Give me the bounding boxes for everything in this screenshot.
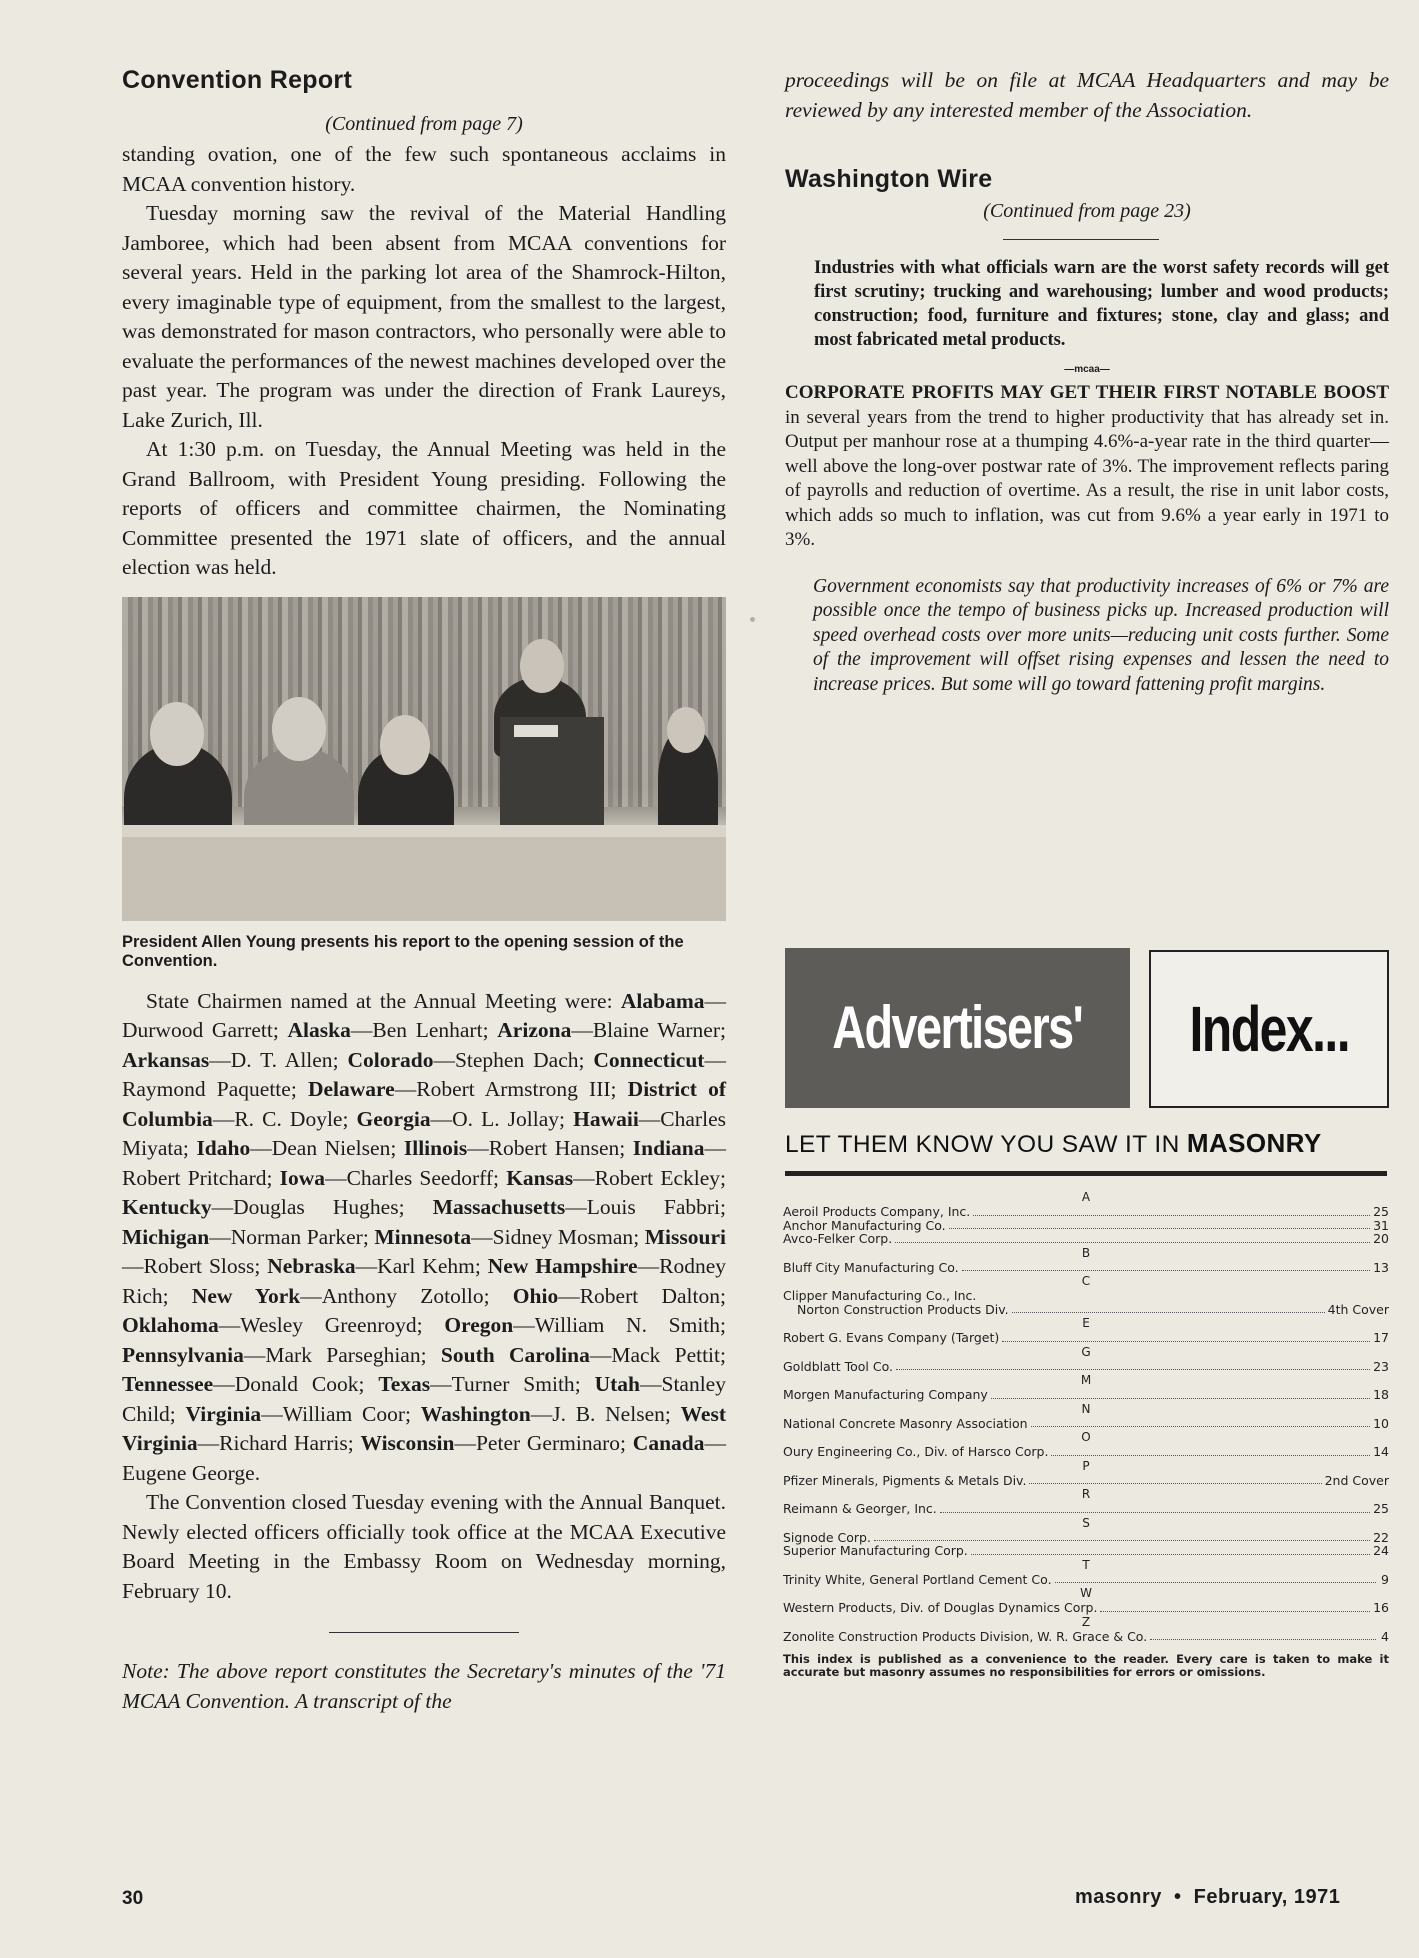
- chairman-state: Hawaii: [573, 1106, 639, 1131]
- index-entry: [783, 1303, 1389, 1317]
- index-entry: [783, 1601, 1389, 1615]
- advertiser-page: 24: [1373, 1543, 1389, 1558]
- paragraph-jamboree: Tuesday morning saw the revival of the Material Handling Jamboree, which had been absent from MCAA conventions for several years. Held in the parking lot area of the Shamrock-Hilton, every imaginable type of equipment, from the smallest to the largest, was demonstrated for mason contractors, who personally were able to evaluate the performances of the newest machines developed over the past year. The program was under the direction of Frank Laureys, Lake Zurich, Ill.: [122, 201, 726, 432]
- advertiser-page: 25: [1373, 1501, 1389, 1516]
- chairman-state: Kansas: [506, 1165, 574, 1190]
- index-entry: [783, 1445, 1389, 1459]
- chairman-name: Peter Germinaro: [475, 1431, 621, 1455]
- advertiser-page: 14: [1373, 1444, 1389, 1459]
- state-chairmen-list: Alabama—Durwood Garrett; Alaska—Ben Lenhart; Arizona—Blaine Warner; Arkansas—D. T. Allen; Colorado—Stephen Dach; Connecticut—Raymond Paquette; Delaware—Robert Armstrong III; District of Columbia—R. C. Doyle; Georgia—O. L. Jollay; Hawaii—Charles Miyata; Idaho—Dean Nielsen; Illinois—Robert Hansen; Indiana—Robert Pritchard; Iowa—Charles Seedorff; Kansas—Robert Eckley; Kentucky—Douglas Hughes; Massachusetts—Louis Fabbri; Michigan—Norman Parker; Minnesota—Sidney Mosman; Missouri—Robert Sloss; Nebraska—Karl Kehm; New Hampshire—Rodney Rich; New York—Anthony Zotollo; Ohio—Robert Dalton; Oklahoma—Wesley Greenroyd; Oregon—William N. Smith; Pennsylvania—Mark Parseghian; South Carolina—Mack Pettit; Tennessee—Donald Cook; Texas—Turner Smith; Utah—Stanley Child; Virginia—William Coor; Washington—J. B. Nelsen; West Virginia—Richard Harris; Wisconsin—Peter Germinaro; Canada—Eugene George.: [122, 988, 727, 1485]
- index-entry: [783, 1544, 1389, 1558]
- chairman-name: Louis Fabbri: [586, 1195, 721, 1219]
- leader-dots: [1055, 1582, 1376, 1583]
- chairman-name: R. C. Doyle: [234, 1106, 343, 1131]
- secretary-note: Note: The above report constitutes the Secretary's minutes of the '71 MCAA Convention. A transcript of the: [122, 1659, 726, 1713]
- chairman-state: Massachusetts: [432, 1195, 566, 1219]
- leader-dots: [971, 1554, 1370, 1555]
- leader-dots: [896, 1369, 1370, 1370]
- advertiser-tagline: LET THEM KNOW YOU SAW IT IN MASONRY: [785, 1128, 1322, 1158]
- advertiser-page: 16: [1373, 1600, 1389, 1615]
- chairman-state: Minnesota: [374, 1224, 472, 1249]
- advertisers-index-list: [783, 1190, 1389, 1678]
- corporate-profits-item: [785, 381, 1389, 553]
- chairman-state: Virginia: [185, 1401, 262, 1426]
- index-entry: [783, 1219, 1389, 1233]
- chairman-state: Colorado: [347, 1047, 434, 1072]
- leader-dots: [1150, 1639, 1376, 1640]
- corporate-profits-body: in several years from the trend to higher productivity that has already set in. Output per manhour rose at a thumping 4.6%-a-year rate in the third quarter—well above the long-over postwar rate of 3%. The improvement reflects paring of payrolls and reduction of overtime. As a result, the rise in unit labor costs, which adds so much to inflation, was cut from 9.6% a year early in 1971 to 3%.: [785, 406, 1389, 550]
- index-disclaimer: This index is published as a convenience to the reader. Every care is taken to make it accurate but masonry assumes no responsibilities for errors or omissions.: [783, 1652, 1389, 1679]
- advertiser-name: Oury Engineering Co., Div. of Harsco Corp.: [783, 1444, 1049, 1459]
- advertiser-page: 4th Cover: [1327, 1301, 1389, 1317]
- index-letter: G: [1081, 1344, 1091, 1359]
- chairman-state: Illinois: [403, 1136, 468, 1160]
- corporate-profits-lead: CORPORATE PROFITS MAY GET THEIR FIRST NOTABLE BOOST: [785, 382, 1389, 403]
- index-label: Index...: [1149, 950, 1389, 1108]
- chairman-state: Tennessee: [122, 1372, 214, 1396]
- chairman-name: Charles Seedorff: [346, 1165, 494, 1190]
- index-letter: S: [1082, 1515, 1090, 1530]
- chairman-state: Arkansas: [122, 1047, 210, 1072]
- chairman-name: Robert Sloss: [143, 1254, 255, 1278]
- chairman-state: Missouri: [644, 1224, 726, 1249]
- continued-from-page-23: (Continued from page 23): [983, 200, 1191, 222]
- chairman-state: New York: [191, 1283, 301, 1308]
- person-left-head: [150, 702, 204, 766]
- chairman-state: South Carolina: [440, 1342, 590, 1367]
- index-entry: [783, 1474, 1389, 1488]
- index-letter: A: [1081, 1190, 1091, 1204]
- leader-dots: [973, 1215, 1370, 1216]
- chairman-name: Richard Harris: [219, 1431, 348, 1455]
- chairman-state: West Virginia: [122, 1401, 726, 1455]
- advertiser-name: Avco-Felker Corp.: [783, 1231, 893, 1246]
- advertiser-name: Robert G. Evans Company (Target): [783, 1330, 1000, 1345]
- chairman-name: Robert Armstrong III: [416, 1077, 611, 1101]
- advertiser-page: 18: [1373, 1387, 1389, 1402]
- index-letter: Z: [1081, 1614, 1091, 1629]
- leader-dots: [874, 1540, 1370, 1541]
- mcaa-divider: —mcaa—: [1064, 364, 1110, 375]
- chairman-name: William N. Smith: [534, 1313, 721, 1337]
- convention-photo: [122, 597, 726, 921]
- index-letter: B: [1081, 1245, 1091, 1260]
- advertiser-page: 22: [1373, 1529, 1389, 1545]
- chairman-name: Dean Nielsen: [271, 1136, 391, 1160]
- leader-dots: [1031, 1426, 1371, 1427]
- index-letter: W: [1080, 1586, 1092, 1600]
- advertiser-page: 13: [1373, 1259, 1389, 1275]
- person-second-head: [272, 697, 326, 761]
- chairman-name: Anthony Zotollo: [321, 1283, 484, 1308]
- right-column: [785, 66, 1389, 697]
- index-letter: N: [1081, 1401, 1091, 1416]
- leader-dots: [1029, 1483, 1321, 1484]
- left-column: [122, 66, 726, 1716]
- leader-dots: [991, 1398, 1370, 1399]
- chairman-state: Michigan: [122, 1224, 210, 1249]
- leader-dots: [940, 1512, 1370, 1513]
- advertiser-page: 10: [1373, 1415, 1389, 1431]
- chairman-state: Alabama: [620, 988, 705, 1013]
- chairman-state: Oklahoma: [122, 1313, 219, 1337]
- chairman-state: Indiana: [632, 1136, 705, 1160]
- chairman-state: Nebraska: [267, 1254, 356, 1278]
- index-letter: C: [1081, 1274, 1091, 1288]
- person-third-head: [380, 715, 430, 775]
- chairman-state: Connecticut: [593, 1047, 705, 1072]
- advertiser-page: 17: [1373, 1330, 1389, 1345]
- leader-dots: [895, 1242, 1370, 1243]
- chairman-name: O. L. Jollay: [452, 1106, 560, 1131]
- chairman-state: Alaska: [287, 1018, 351, 1042]
- advertiser-name: Goldblatt Tool Co.: [783, 1358, 893, 1374]
- leader-dots: [1100, 1611, 1370, 1612]
- advertiser-name: Morgen Manufacturing Company: [783, 1387, 988, 1402]
- chairman-name: J. B. Nelsen: [552, 1401, 665, 1426]
- advertiser-name: Norton Construction Products Div.: [797, 1301, 1009, 1317]
- chairman-state: Iowa: [279, 1165, 326, 1190]
- index-entry: [783, 1205, 1389, 1219]
- index-entry: [783, 1531, 1389, 1545]
- chairman-state: New Hampshire: [487, 1254, 638, 1278]
- index-entry: [783, 1232, 1389, 1246]
- chairman-name: Donald Cook: [234, 1372, 359, 1396]
- index-letter: M: [1080, 1373, 1092, 1387]
- advertiser-name: Trinity White, General Portland Cement Co.: [783, 1571, 1052, 1587]
- advertiser-name: Aeroil Products Company, Inc.: [783, 1204, 971, 1219]
- state-chairmen-intro: State Chairmen named at the Annual Meeting were:: [146, 988, 613, 1013]
- chairman-name: Stephen Dach: [454, 1047, 579, 1072]
- chairman-state: Oregon: [444, 1313, 514, 1337]
- leader-dots: [962, 1270, 1370, 1271]
- index-entry: [783, 1630, 1389, 1644]
- chairman-name: Douglas Hughes: [233, 1195, 399, 1219]
- chairman-state: Georgia: [356, 1106, 431, 1131]
- index-entry: [783, 1502, 1389, 1516]
- page-number: 30: [122, 1888, 144, 1909]
- index-letter: O: [1081, 1430, 1091, 1444]
- advertiser-page: 4: [1381, 1628, 1389, 1644]
- convention-report-heading: Convention Report: [122, 66, 353, 94]
- chairman-name: Robert Hansen: [488, 1136, 620, 1160]
- chairman-name: Stanley Child: [122, 1372, 726, 1426]
- tagline-rule: [785, 1171, 1387, 1176]
- margin-dot: [750, 617, 755, 622]
- paragraph-closing: The Convention closed Tuesday evening with the Annual Banquet. Newly elected officers officially took office at the MCAA Executive Board Meeting in the Embassy Room on Wednesday morning, February 10.: [122, 1490, 726, 1603]
- advertiser-page: 20: [1373, 1231, 1389, 1246]
- chairman-state: Texas: [378, 1372, 431, 1396]
- index-entry: [783, 1360, 1389, 1374]
- advertiser-name: Western Products, Div. of Douglas Dynamics Corp.: [783, 1600, 1098, 1615]
- chairman-name: Sidney Mosman: [492, 1224, 634, 1249]
- advertiser-name: Superior Manufacturing Corp.: [783, 1543, 968, 1558]
- index-letter: E: [1082, 1316, 1090, 1330]
- advertiser-name: Clipper Manufacturing Co., Inc.: [783, 1288, 977, 1303]
- paragraph-annual-meeting: At 1:30 p.m. on Tuesday, the Annual Meeting was held in the Grand Ballroom, with President Young presiding. Following the reports of officers and committee chairmen, the Nominating Committee presented the 1971 slate of officers, and the annual election was held.: [122, 437, 726, 579]
- chairman-name: Norman Parker: [230, 1224, 363, 1249]
- chairman-name: Mark Parseghian: [265, 1342, 421, 1367]
- chairman-name: Raymond Paquette: [122, 1077, 291, 1101]
- chairman-state: Idaho: [196, 1136, 251, 1160]
- index-entry: [783, 1289, 1389, 1303]
- chairman-name: Robert Pritchard: [122, 1165, 267, 1190]
- advertisers-index-banner: [785, 948, 1389, 1110]
- chairman-state: Arizona: [497, 1018, 572, 1042]
- index-letter: R: [1081, 1487, 1091, 1501]
- advertiser-name: Signode Corp.: [783, 1529, 871, 1545]
- advertiser-page: 9: [1381, 1571, 1389, 1587]
- chairman-name: Robert Dalton: [579, 1283, 720, 1308]
- index-entry: [783, 1331, 1389, 1345]
- leader-dots: [949, 1228, 1370, 1229]
- table-cloth: [122, 837, 726, 921]
- chairman-state: District of Columbia: [122, 1077, 726, 1131]
- chairman-name: Robert Eckley: [594, 1165, 721, 1190]
- chairman-name: Eugene George: [122, 1460, 255, 1485]
- chairman-name: Ben Lenhart: [372, 1018, 483, 1042]
- issue-footer: masonry • February, 1971: [1075, 1886, 1341, 1908]
- safety-scrutiny-item: Industries with what officials warn are the worst safety records will get first scrutiny; trucking and warehousing; lumber and wood products; construction; food, furniture and fixtures; stone, clay and glass; and most fabricated metal products.: [814, 258, 1389, 350]
- photo-caption: President Allen Young presents his report to the opening session of the Convention.: [122, 932, 684, 970]
- leader-dots: [1002, 1341, 1370, 1342]
- chairman-name: D. T. Allen: [230, 1047, 333, 1072]
- index-entry: [783, 1388, 1389, 1402]
- washington-wire-heading: Washington Wire: [785, 165, 993, 193]
- chairman-name: Charles Miyata: [122, 1106, 726, 1160]
- chairman-state: Pennsylvania: [122, 1342, 244, 1367]
- index-entry: [783, 1573, 1389, 1587]
- note-continuation: proceedings will be on file at MCAA Headquarters and may be reviewed by any interested member of the Association.: [785, 68, 1389, 122]
- chairman-state: Utah: [594, 1372, 640, 1396]
- economists-item: Government economists say that productivity increases of 6% or 7% are possible once the tempo of business picks up. Increased production will speed overhead costs over more units—reducing unit costs further. Some of the improvement will offset rising expenses and lessen the need to increase prices. But some will go toward fattening profit margins.: [813, 575, 1389, 695]
- index-entry: [783, 1417, 1389, 1431]
- index-letter: T: [1082, 1557, 1090, 1572]
- separator-rule: [329, 1632, 519, 1633]
- wire-rule: [1003, 239, 1159, 240]
- chairman-state: Kentucky: [122, 1195, 212, 1219]
- chairman-name: Rodney Rich: [122, 1254, 726, 1308]
- leader-dots: [1051, 1455, 1370, 1456]
- chairman-name: Turner Smith: [451, 1372, 575, 1396]
- advertiser-name: Reimann & Georger, Inc.: [783, 1501, 937, 1516]
- speaker-head: [520, 639, 564, 693]
- chairman-state: Canada: [632, 1431, 705, 1455]
- advertiser-name: Pfizer Minerals, Pigments & Metals Div.: [783, 1472, 1027, 1488]
- advertiser-page: 23: [1373, 1358, 1389, 1374]
- advertiser-name: Bluff City Manufacturing Co.: [783, 1259, 959, 1275]
- index-entry: [783, 1261, 1389, 1275]
- continued-from-page-7: (Continued from page 7): [325, 113, 523, 135]
- person-right-head: [667, 707, 705, 753]
- advertisers-label: Advertisers': [785, 948, 1130, 1108]
- index-letter: P: [1082, 1458, 1090, 1473]
- paragraph-ovation: standing ovation, one of the few such spontaneous acclaims in MCAA convention history.: [122, 142, 726, 196]
- podium-sign: [514, 725, 558, 737]
- state-chairmen-paragraph: [122, 987, 726, 1489]
- advertiser-page: 25: [1373, 1204, 1389, 1219]
- advertiser-name: Anchor Manufacturing Co.: [783, 1217, 946, 1233]
- advertiser-name: National Concrete Masonry Association: [783, 1415, 1028, 1431]
- chairman-name: Blaine Warner: [592, 1018, 721, 1042]
- advertiser-name: Zonolite Construction Products Division, W. R. Grace & Co.: [783, 1628, 1148, 1644]
- chairman-name: Durwood Garrett: [122, 1018, 273, 1042]
- chairman-name: Mack Pettit: [611, 1342, 721, 1367]
- chairman-name: William Coor: [282, 1401, 406, 1426]
- advertiser-page: 31: [1373, 1217, 1389, 1233]
- chairman-state: Ohio: [512, 1283, 559, 1308]
- chairman-state: Wisconsin: [360, 1431, 455, 1455]
- chairman-state: Washington: [420, 1401, 531, 1426]
- leader-dots: [1012, 1312, 1325, 1313]
- chairman-name: Karl Kehm: [377, 1254, 475, 1278]
- advertiser-page: 2nd Cover: [1324, 1472, 1389, 1488]
- chairman-state: Delaware: [307, 1077, 395, 1101]
- chairman-name: Wesley Greenroyd: [240, 1313, 417, 1337]
